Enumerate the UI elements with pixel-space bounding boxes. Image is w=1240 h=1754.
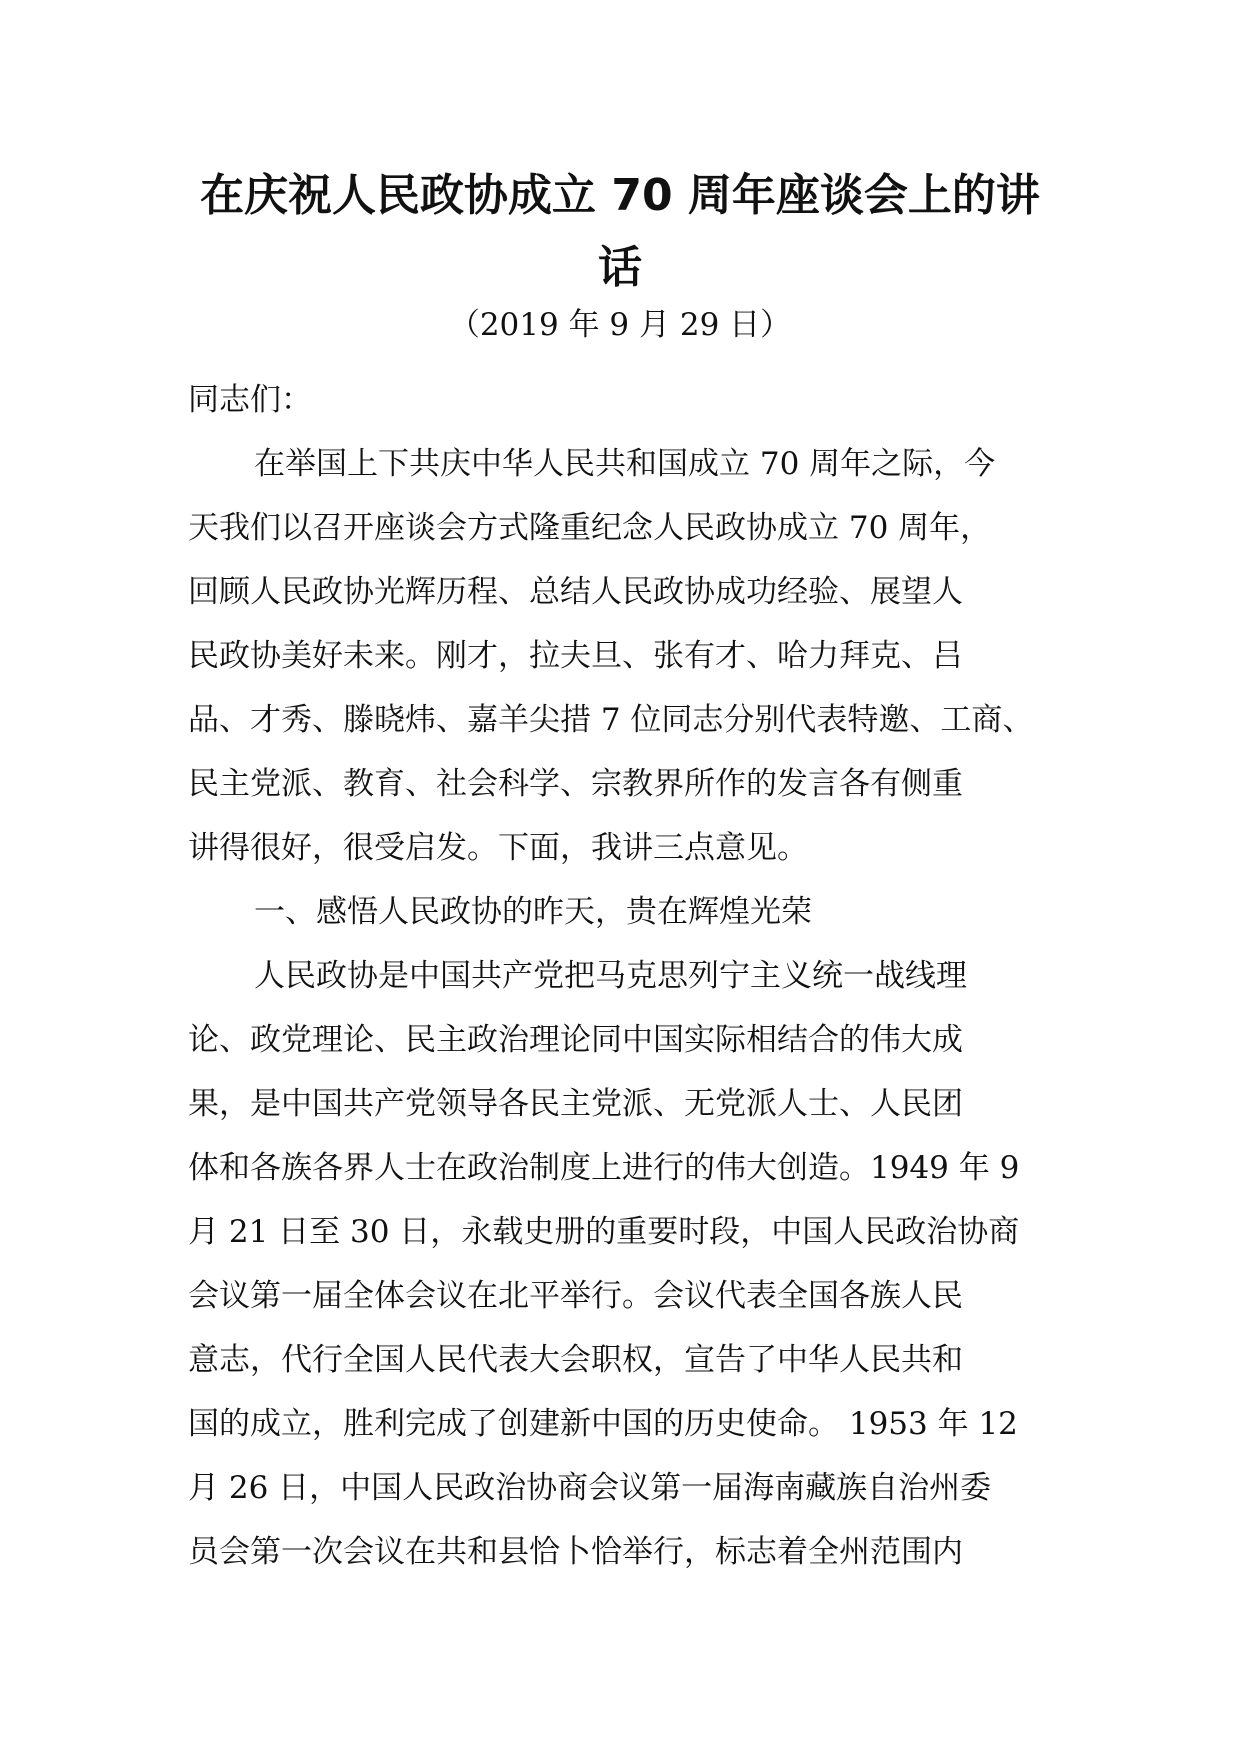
document-title-line-2: 话: [598, 242, 642, 293]
paragraph-1-line: 讲得很好，很受启发。下面，我讲三点意见。: [188, 830, 808, 866]
paragraph-2-line: 人民政协是中国共产党把马克思列宁主义统一战线理: [254, 958, 967, 994]
paragraph-1-line: 民政协美好未来。刚才，拉夫旦、张有才、哈力拜克、吕: [188, 638, 963, 674]
paragraph-1-line: 回顾人民政协光辉历程、总结人民政协成功经验、展望人: [188, 574, 963, 610]
paragraph-2-line: 体和各族各界人士在政治制度上进行的伟大创造。1949 年 9: [188, 1150, 1020, 1186]
paragraph-1-line: 品、才秀、滕晓炜、嘉羊尖措 7 位同志分别代表特邀、工商、: [188, 702, 1034, 738]
document-body: [188, 368, 1088, 1584]
paragraph-2-line: 月 26 日，中国人民政治协商会议第一届海南藏族自治州委: [188, 1470, 992, 1506]
paragraph-2-line: 意志，代行全国人民代表大会职权，宣告了中华人民共和: [188, 1342, 963, 1378]
salutation: 同志们：: [188, 382, 312, 418]
paragraph-2-line: 月 21 日至 30 日，永载史册的重要时段，中国人民政治协商: [188, 1214, 1020, 1250]
paragraph-2-line: 论、政党理论、民主政治理论同中国实际相结合的伟大成: [188, 1022, 963, 1058]
section-1-heading: 一、感悟人民政协的昨天，贵在辉煌光荣: [254, 894, 812, 930]
speech-date: （2019 年 9 月 29 日）: [448, 307, 792, 343]
paragraph-1-line: 民主党派、教育、社会科学、宗教界所作的发言各有侧重: [188, 766, 963, 802]
paragraph-2-line: 国的成立，胜利完成了创建新中国的历史使命。 1953 年 12: [188, 1406, 1018, 1442]
paragraph-1-line: 天我们以召开座谈会方式隆重纪念人民政协成立 70 周年，: [188, 510, 992, 546]
paragraph-2-line: 果，是中国共产党领导各民主党派、无党派人士、人民团: [188, 1086, 963, 1122]
paragraph-2-line: 会议第一届全体会议在北平举行。会议代表全国各族人民: [188, 1278, 963, 1314]
paragraph-1-line: 在举国上下共庆中华人民共和国成立 70 周年之际，今: [254, 446, 996, 482]
document-title-line-1: 在庆祝人民政协成立 70 周年座谈会上的讲: [200, 170, 1040, 221]
paragraph-2-line: 员会第一次会议在共和县恰卜恰举行，标志着全州范围内: [188, 1534, 963, 1570]
